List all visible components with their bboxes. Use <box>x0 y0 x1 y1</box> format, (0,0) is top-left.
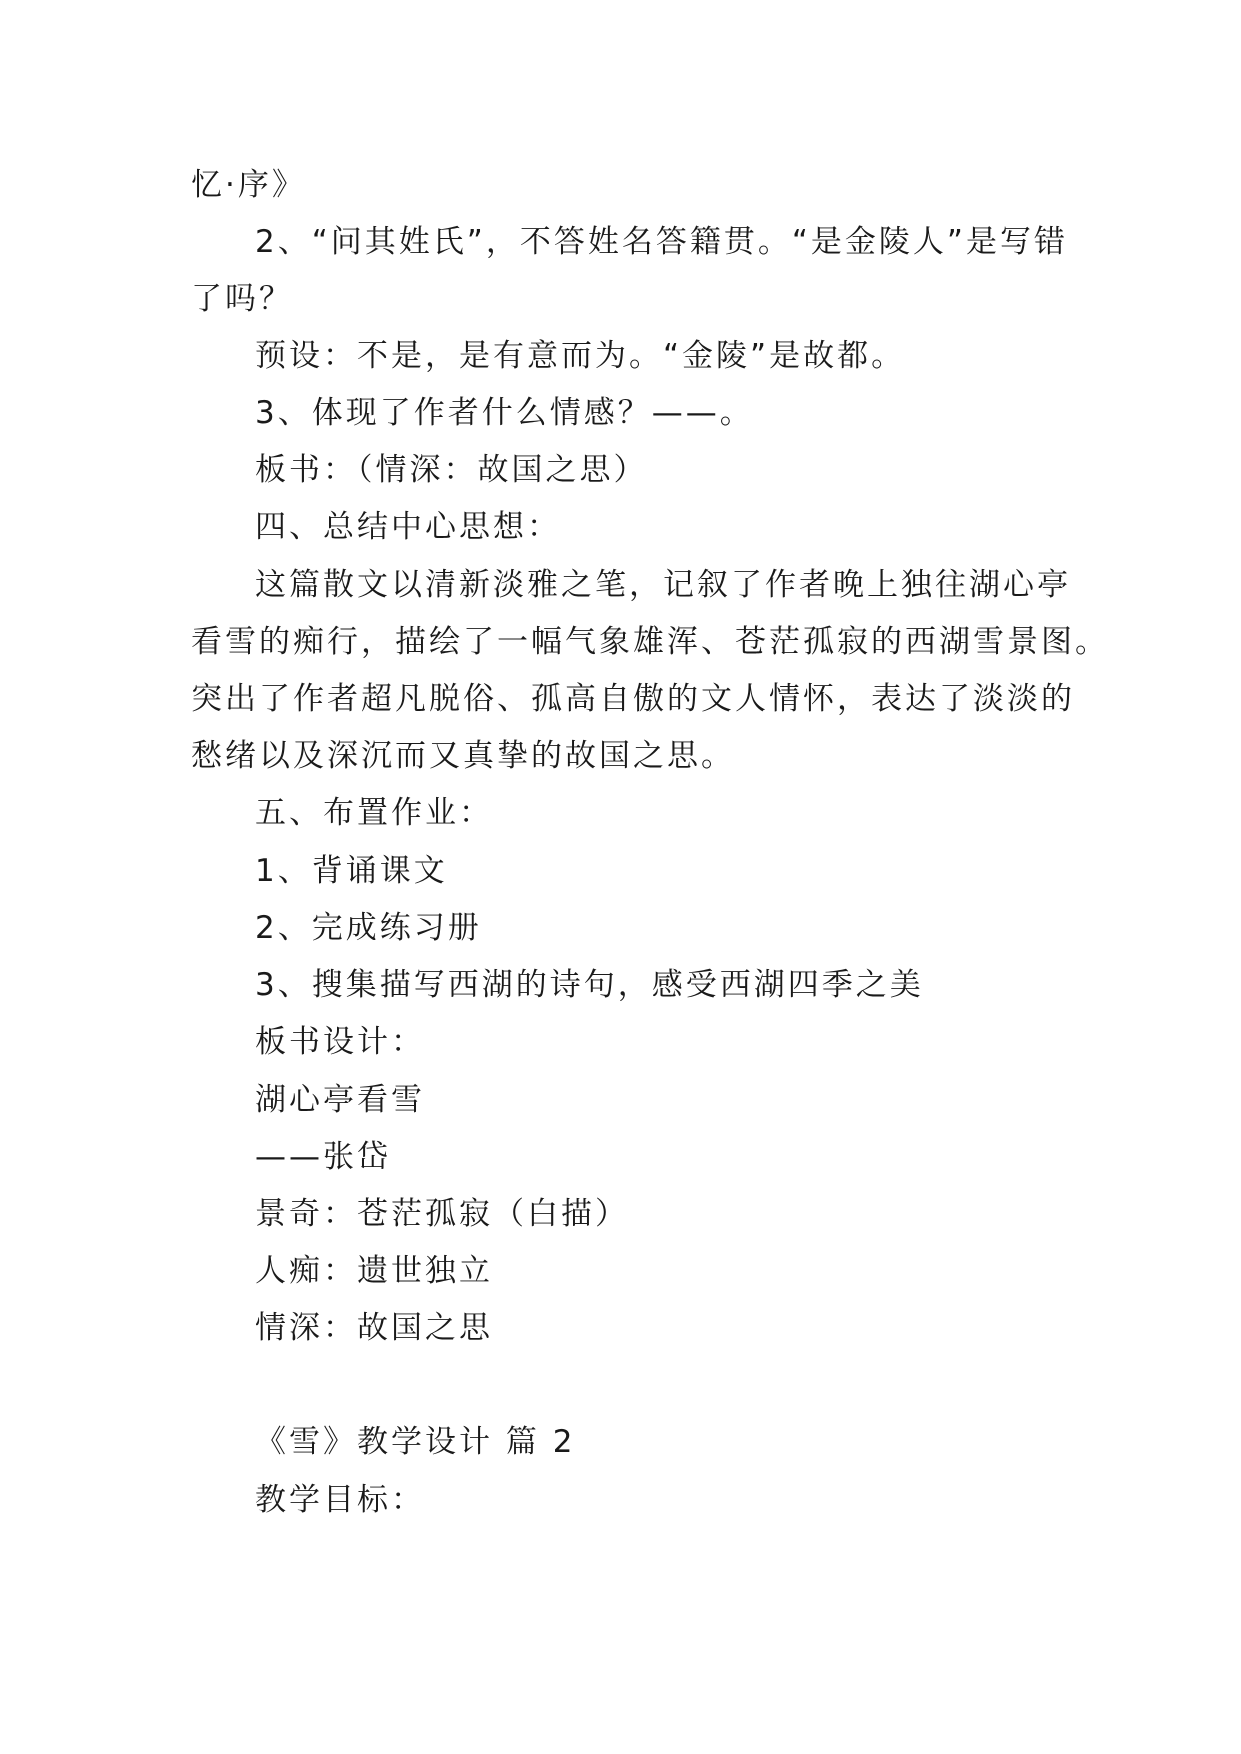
text-line: 情深：故国之思 <box>255 1310 493 1346</box>
document-title: 《雪》教学设计 篇 2 <box>255 1424 576 1460</box>
text-line: 板书设计： <box>255 1024 425 1060</box>
text-line: 了吗？ <box>191 281 293 317</box>
section-heading: 五、布置作业： <box>255 795 493 831</box>
section-heading: 四、总结中心思想： <box>255 509 561 545</box>
text-line: 2、“问其姓氏”，不答姓名答籍贯。“是金陵人”是写错 <box>255 224 1068 260</box>
text-line: 看雪的痴行，描绘了一幅气象雄浑、苍茫孤寂的西湖雪景图。 <box>191 624 1109 660</box>
text-line: 1、背诵课文 <box>255 853 448 889</box>
text-line: 3、搜集描写西湖的诗句，感受西湖四季之美 <box>255 967 924 1003</box>
text-line: 突出了作者超凡脱俗、孤高自傲的文人情怀，表达了淡淡的 <box>191 681 1075 717</box>
text-line: 忆·序》 <box>191 167 306 203</box>
text-line: 景奇：苍茫孤寂（白描） <box>255 1196 629 1232</box>
text-line: 湖心亭看雪 <box>255 1082 425 1118</box>
text-line: 人痴：遗世独立 <box>255 1253 493 1289</box>
text-line: 预设：不是，是有意而为。“金陵”是故都。 <box>255 338 906 374</box>
text-line: 2、完成练习册 <box>255 910 482 946</box>
text-line: 板书：（情深：故国之思） <box>255 452 648 488</box>
text-line: 3、体现了作者什么情感？——。 <box>255 395 754 431</box>
text-line: 教学目标： <box>255 1482 425 1518</box>
text-line: 愁绪以及深沉而又真挚的故国之思。 <box>191 738 735 774</box>
text-line: 这篇散文以清新淡雅之笔，记叙了作者晚上独往湖心亭 <box>255 567 1071 603</box>
text-line: ——张岱 <box>255 1139 391 1175</box>
